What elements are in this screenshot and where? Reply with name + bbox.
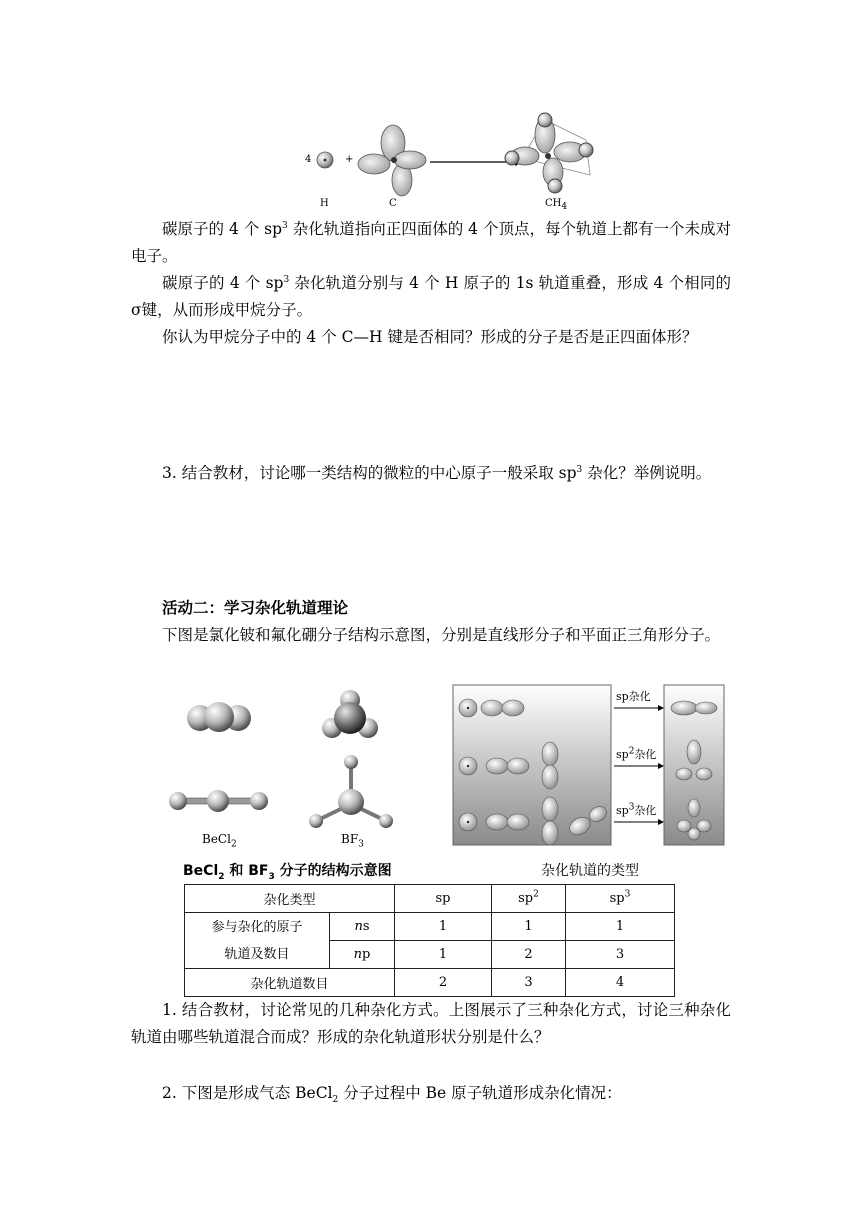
molecule-models bbox=[160, 682, 410, 858]
label-c: C bbox=[389, 198, 397, 209]
sp2-hybrid-label: $sp^2$杂化 bbox=[616, 746, 657, 761]
becl2-label: BeCl$_2$ bbox=[202, 832, 237, 850]
np-label: np bbox=[330, 941, 395, 969]
paragraph-sp3-overlap: 碳原子的 4 个 $sp^3$ 杂化轨道分别与 4 个 H 原子的 1s 轨道重叠，形成 4 个相同的σ键，从而形成甲烷分子。 bbox=[131, 274, 731, 319]
table-row bbox=[185, 969, 675, 997]
h-coefficient: 4 bbox=[305, 154, 312, 165]
ns-value-sp2: 1 bbox=[492, 913, 566, 941]
activity2-intro: 下图是氯化铍和氟化硼分子结构示意图，分别是直线形分子和平面正三角形分子。 bbox=[162, 626, 721, 644]
count-label: 杂化轨道数目 bbox=[185, 969, 395, 997]
sp-hybrid-label: sp杂化 bbox=[616, 690, 651, 703]
ns-label: ns bbox=[330, 913, 395, 941]
sp3-hybrid-label: $sp^3$杂化 bbox=[616, 802, 657, 817]
row-label-line2: 轨道及数目 bbox=[224, 946, 290, 962]
table-row bbox=[185, 913, 675, 941]
count-value-sp: 2 bbox=[395, 969, 492, 997]
ns-value-sp3: 1 bbox=[566, 913, 675, 941]
np-value-sp2: 2 bbox=[492, 941, 566, 969]
question-ch-bonds: 你认为甲烷分子中的 4 个 C—H 键是否相同？形成的分子是否是正四面体形？ bbox=[162, 328, 698, 346]
np-value-sp3: 3 bbox=[566, 941, 675, 969]
caption-hybrid-types: 杂化轨道的类型 bbox=[541, 863, 639, 879]
ns-value-sp: 1 bbox=[395, 913, 492, 941]
caption-molecules: BeCl$_2$ 和 $BF_3$ 分子的结构示意图 bbox=[183, 863, 392, 882]
hybridization-table bbox=[184, 884, 675, 997]
row-label-line1: 参与杂化的原子 bbox=[211, 919, 303, 935]
header-sp: sp bbox=[395, 885, 492, 913]
np-value-sp: 1 bbox=[395, 941, 492, 969]
table-row bbox=[185, 885, 675, 913]
header-hybrid-type: 杂化类型 bbox=[185, 885, 395, 913]
question-3: 3. 结合教材，讨论哪一类结构的微粒的中心原子一般采取 $sp^3$ 杂化？举例说明。 bbox=[162, 464, 712, 482]
paragraph-sp3-vertices: 碳原子的 4 个 $sp^3$ 杂化轨道指向正四面体的 4 个顶点，每个轨道上都有一个未成对电子。 bbox=[131, 220, 731, 265]
methane-diagram bbox=[290, 100, 610, 212]
plus-sign: + bbox=[345, 154, 354, 165]
question-1: 1. 结合教材，讨论常见的几种杂化方式。上图展示了三种杂化方式，讨论三种杂化轨道由哪些轨道混合而成？形成的杂化轨道形状分别是什么？ bbox=[131, 1001, 731, 1046]
label-ch4: $CH_4$ bbox=[545, 198, 568, 212]
question-2: 2. 下图是形成气态 BeCl$_2$ 分子过程中 Be 原子轨道形成杂化情况： bbox=[162, 1084, 622, 1106]
hybrid-orbital-diagram bbox=[452, 684, 726, 848]
hybrid-orbital-panel bbox=[452, 684, 726, 848]
header-sp2: $sp^2$ bbox=[492, 885, 566, 913]
row-label-orbitals bbox=[185, 913, 330, 969]
count-value-sp3: 4 bbox=[566, 969, 675, 997]
label-h: H bbox=[320, 198, 329, 209]
count-value-sp2: 3 bbox=[492, 969, 566, 997]
header-sp3: $sp^3$ bbox=[566, 885, 675, 913]
methane-figure bbox=[290, 100, 610, 212]
activity2-title: 活动二：学习杂化轨道理论 bbox=[162, 599, 349, 617]
becl2-bf3-models bbox=[160, 682, 410, 858]
bf3-label: $BF_3$ bbox=[341, 832, 364, 850]
